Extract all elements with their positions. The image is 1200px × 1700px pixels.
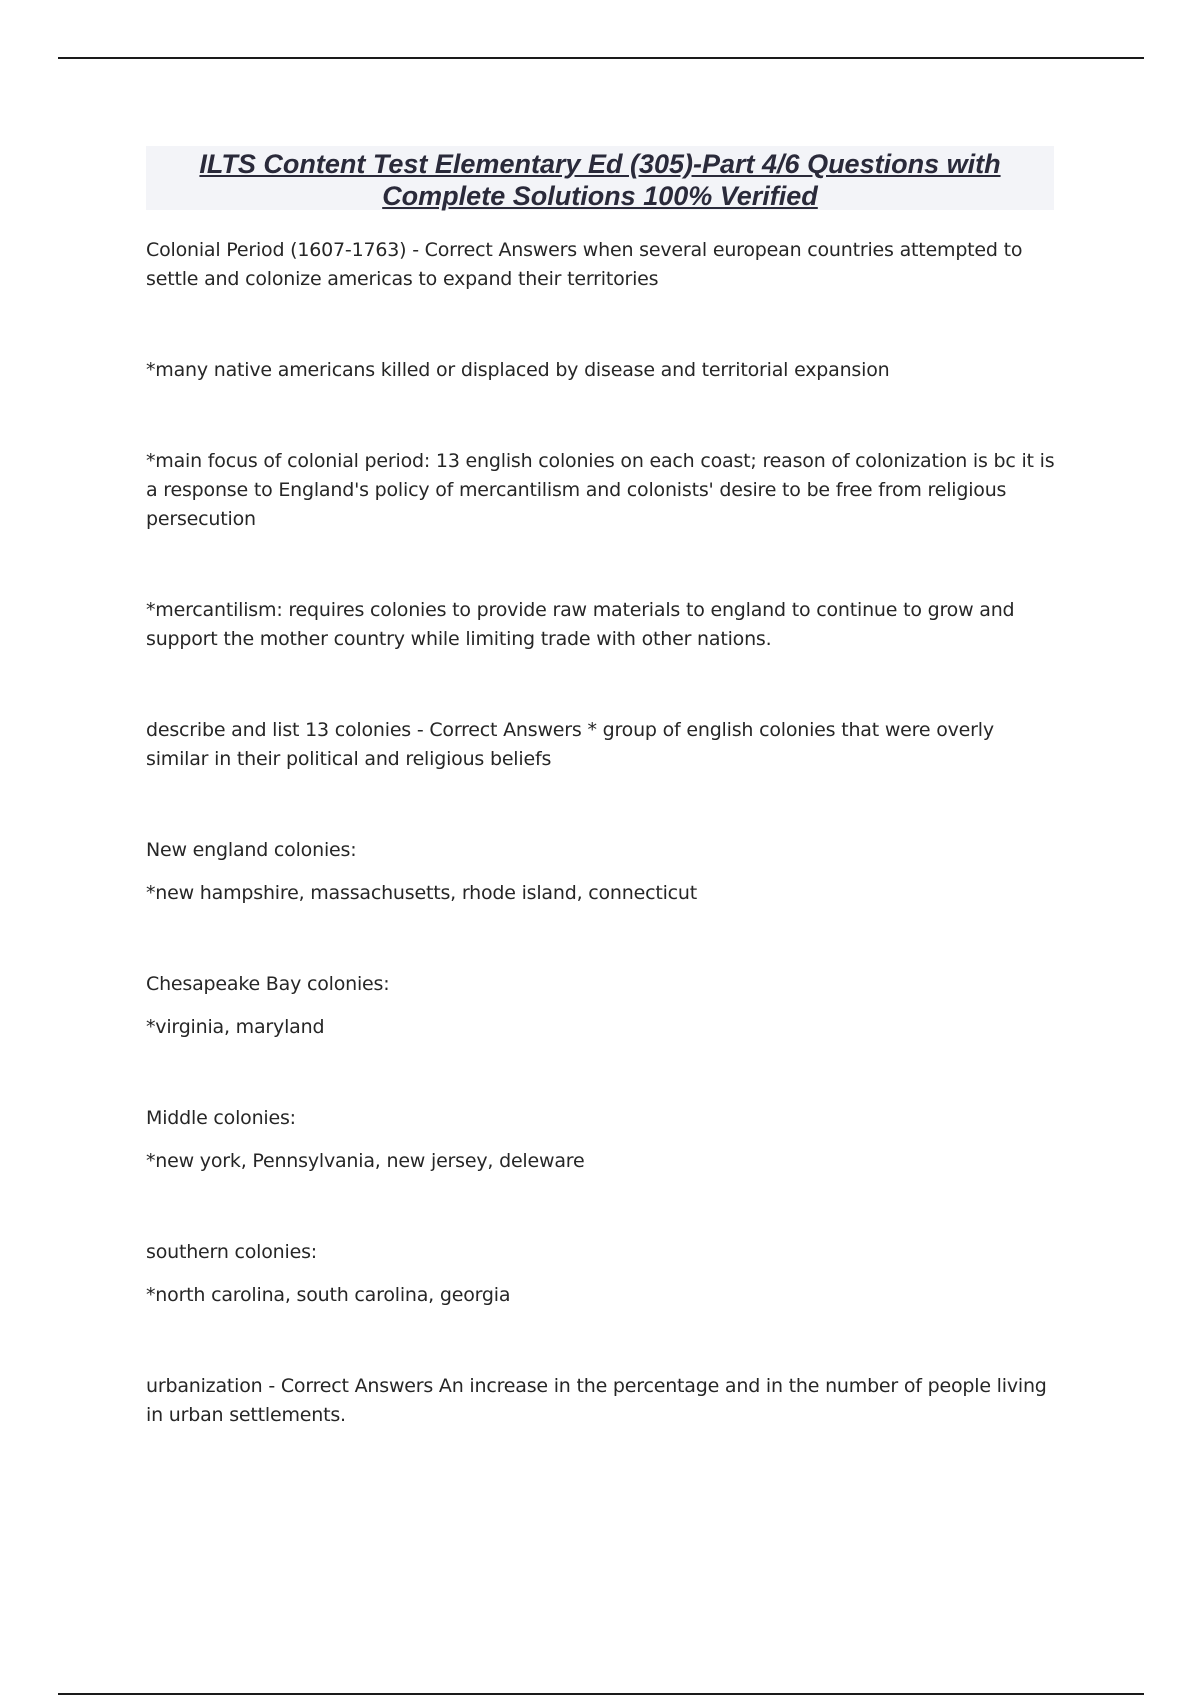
page-top-rule	[58, 57, 1144, 59]
list-southern: *north carolina, south carolina, georgia	[146, 1284, 511, 1306]
list-new-england: *new hampshire, massachusetts, rhode island, connecticut	[146, 882, 698, 904]
note-main-focus: *main focus of colonial period: 13 english colonies on each coast; reason of colonization is bc it is a response to England's policy of mercantilism and colonists' desire to be free from religious persecution	[146, 450, 1055, 530]
heading-middle: Middle colonies:	[146, 1107, 296, 1129]
answer-13-colonies: describe and list 13 colonies - Correct Answers * group of english colonies that were overly similar in their political and religious beliefs	[146, 719, 994, 770]
document-body	[146, 236, 1056, 1430]
answer-urbanization: urbanization - Correct Answers An increase in the percentage and in the number of people living in urban settlements.	[146, 1375, 1047, 1426]
heading-southern: southern colonies:	[146, 1241, 317, 1263]
document-title: ILTS Content Test Elementary Ed (305)-Part 4/6 Questions with Complete Solutions 100% Verified	[199, 149, 1001, 211]
list-chesapeake: *virginia, maryland	[146, 1016, 325, 1038]
page-bottom-rule	[58, 1693, 1144, 1695]
note-native-americans: *many native americans killed or displaced by disease and territorial expansion	[146, 359, 890, 381]
note-mercantilism: *mercantilism: requires colonies to provide raw materials to england to continue to grow and support the mother country while limiting trade with other nations.	[146, 599, 1015, 650]
heading-new-england: New england colonies:	[146, 839, 357, 861]
answer-colonial-period: Colonial Period (1607-1763) - Correct Answers when several european countries attempted to settle and colonize americas to expand their territories	[146, 239, 1023, 290]
list-middle: *new york, Pennsylvania, new jersey, deleware	[146, 1150, 585, 1172]
title-banner	[146, 146, 1054, 210]
heading-chesapeake: Chesapeake Bay colonies:	[146, 973, 390, 995]
